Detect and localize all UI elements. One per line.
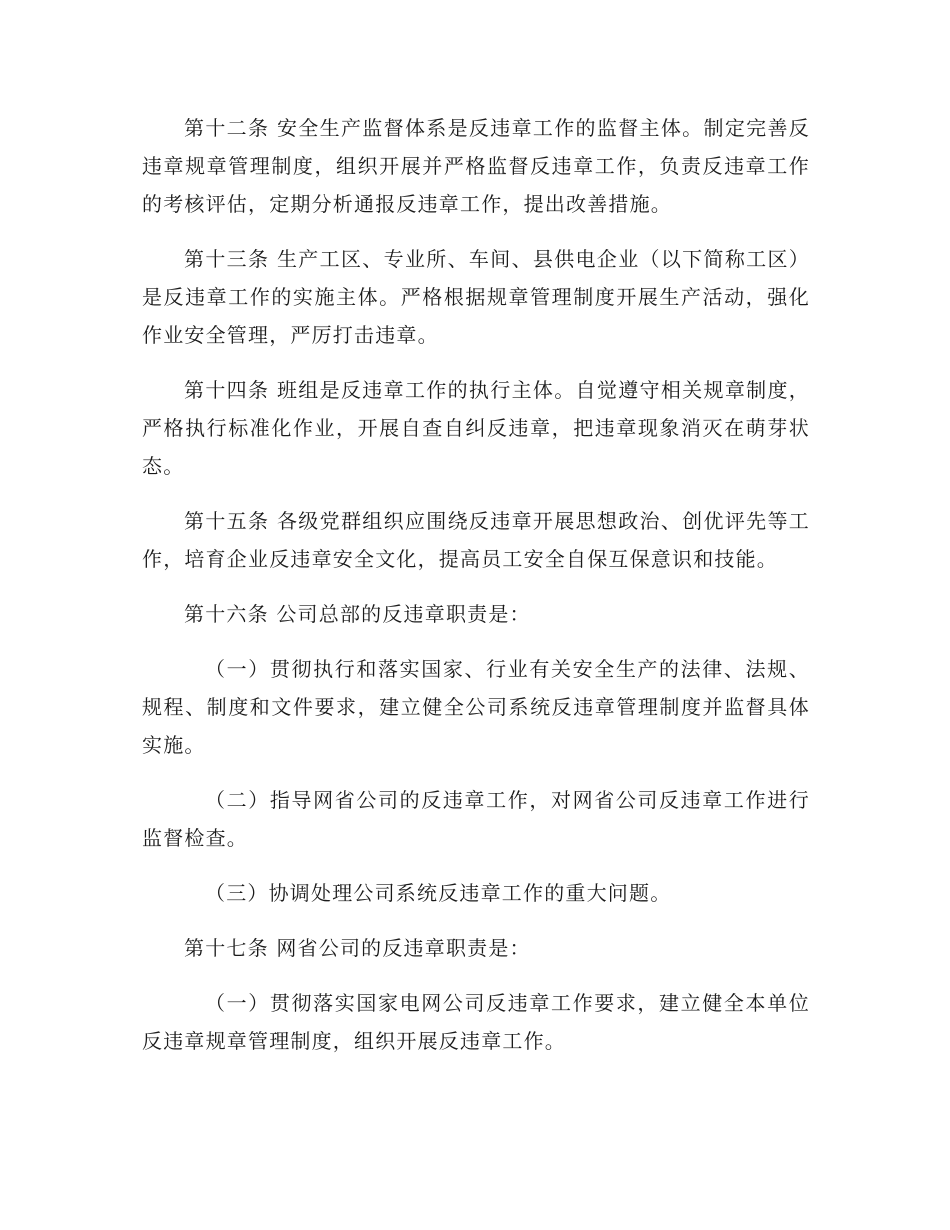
article-16-item-2: （二）指导网省公司的反违章工作，对网省公司反违章工作进行监督检查。 bbox=[142, 788, 810, 850]
article-15-paragraph: 第十五条 各级党群组织应围绕反违章开展思想政治、创优评先等工作，培育企业反违章安全文化，提高员工安全自保互保意识和技能。 bbox=[142, 509, 810, 571]
article-14-paragraph: 第十四条 班组是反违章工作的执行主体。自觉遵守相关规章制度，严格执行标准化作业，开展自查自纠反违章，把违章现象消灭在萌芽状态。 bbox=[142, 378, 810, 478]
article-16-paragraph: 第十六条 公司总部的反违章职责是： bbox=[184, 602, 531, 626]
article-17-item-1: （一）贯彻落实国家电网公司反违章工作要求，建立健全本单位反违章规章管理制度，组织开展反违章工作。 bbox=[142, 991, 810, 1053]
article-16-item-1: （一）贯彻执行和落实国家、行业有关安全生产的法律、法规、规程、制度和文件要求，建立健全公司系统反违章管理制度并监督具体实施。 bbox=[142, 657, 810, 757]
article-12-paragraph: 第十二条 安全生产监督体系是反违章工作的监督主体。制定完善反违章规章管理制度，组织开展并严格监督反违章工作，负责反违章工作的考核评估，定期分析通报反违章工作，提出改善措施。 bbox=[142, 116, 810, 216]
article-16-item-3: （三）协调处理公司系统反违章工作的重大问题。 bbox=[205, 881, 672, 905]
article-13-paragraph: 第十三条 生产工区、专业所、车间、县供电企业（以下简称工区）是反违章工作的实施主体。严格根据规章管理制度开展生产活动，强化作业安全管理，严厉打击违章。 bbox=[142, 247, 810, 347]
document-body bbox=[142, 109, 810, 1077]
article-17-paragraph: 第十七条 网省公司的反违章职责是： bbox=[184, 936, 531, 960]
